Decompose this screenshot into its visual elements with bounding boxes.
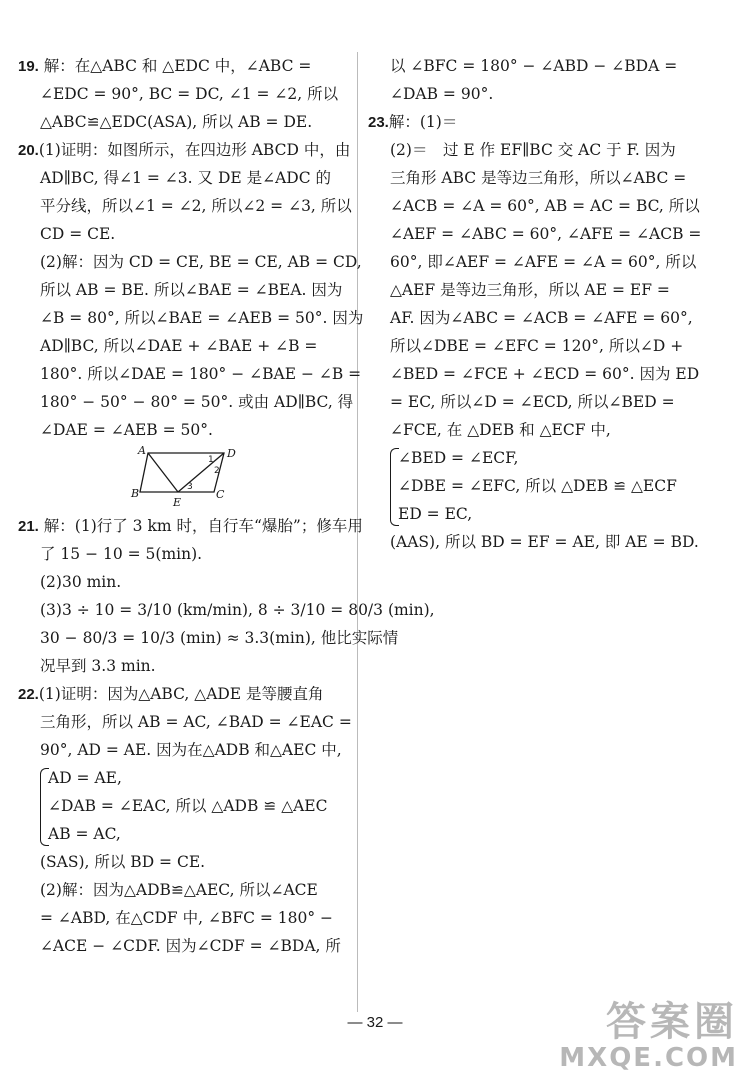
congruence-conditions	[18, 764, 348, 848]
question-number: 22.	[18, 686, 39, 703]
text-line: AF. 因为∠ABC = ∠ACB = ∠AFE = 60°,	[390, 309, 693, 327]
label-e: E	[173, 496, 182, 509]
question-number: 21.	[18, 518, 39, 535]
text-line: 了 15 − 10 = 5(min).	[40, 545, 203, 563]
text-line: ∠B = 80°, 所以∠BAE = ∠AEB = 50°. 因为	[40, 309, 364, 327]
brace-symbol	[40, 768, 49, 846]
text-line: 60°, 即∠AEF = ∠AFE = ∠A = 60°, 所以	[390, 253, 697, 271]
page-number: — 32 —	[347, 1014, 403, 1031]
angle-label-2: 2	[214, 466, 220, 476]
angle-label-3: 3	[187, 482, 193, 492]
label-b: B	[131, 487, 140, 500]
question-21	[18, 512, 435, 680]
text-line: (2)解：因为 CD = CE, BE = CE, AB = CD,	[40, 253, 362, 271]
text-line: ∠BED = ∠ECF,	[398, 449, 519, 467]
text-line: △ABC≌△EDC(ASA), 所以 AB = DE.	[40, 113, 313, 131]
watermark-text: 答案圈	[606, 999, 738, 1045]
text-line: 况早到 3.3 min.	[40, 657, 156, 675]
watermark-logo	[559, 1000, 738, 1072]
text-line: 180° − 50° − 80° = 50°. 或由 AD∥BC, 得	[40, 393, 354, 411]
text-line: = EC, 所以∠D = ∠ECD, 所以∠BED =	[390, 393, 675, 411]
text-line: (SAS), 所以 BD = CE.	[40, 853, 206, 871]
segment-ae	[148, 453, 178, 492]
label-a: A	[138, 444, 146, 457]
question-20	[18, 136, 364, 509]
text-line: 三角形 ABC 是等边三角形，所以∠ABC =	[390, 169, 687, 187]
question-22-continued	[368, 52, 708, 108]
text-line: AD∥BC, 得∠1 = ∠3. 又 DE 是∠ADC 的	[40, 169, 332, 187]
text-line: △AEF 是等边三角形，所以 AE = EF =	[390, 281, 670, 299]
angle-label-1: 1	[208, 455, 214, 465]
right-column	[368, 52, 708, 556]
left-column	[18, 52, 435, 960]
text-line: (2)30 min.	[40, 573, 122, 591]
watermark-url: MXQE.COM	[559, 1043, 738, 1073]
text-line: (2)＝ 过 E 作 EF∥BC 交 AC 于 F. 因为	[390, 141, 676, 159]
text-line: ∠DBE = ∠EFC, 所以 △DEB ≌ △ECF	[398, 477, 677, 495]
text-line: ∠EDC = 90°, BC = DC, ∠1 = ∠2, 所以	[40, 85, 339, 103]
text-line: AD = AE,	[48, 769, 122, 787]
text-line: 解：在△ABC 和 △EDC 中，∠ABC =	[43, 57, 312, 75]
text-line: ED = EC,	[398, 505, 473, 523]
text-line: (1)证明：因为△ABC, △ADE 是等腰直角	[38, 685, 324, 703]
trapezoid-figure	[18, 444, 348, 509]
text-line: 解：(1)行了 3 km 时，自行车“爆胎”；修车用	[43, 517, 363, 535]
label-d: D	[227, 447, 236, 460]
question-23	[368, 108, 708, 556]
text-line: 以 ∠BFC = 180° − ∠ABD − ∠BDA =	[390, 57, 678, 75]
question-number: 20.	[18, 142, 39, 159]
text-line: 30 − 80/3 = 10/3 (min) ≈ 3.3(min), 他比实际情	[40, 629, 399, 647]
text-line: (2)解：因为△ADB≌△AEC, 所以∠ACE	[40, 881, 318, 899]
text-line: AD∥BC, 所以∠DAE + ∠BAE + ∠B =	[40, 337, 318, 355]
brace-symbol	[390, 448, 399, 526]
question-19	[18, 52, 348, 136]
text-line: ∠ACB = ∠A = 60°, AB = AC = BC, 所以	[390, 197, 700, 215]
text-line: 所以∠DBE = ∠EFC = 120°, 所以∠D +	[390, 337, 684, 355]
congruence-conditions	[368, 444, 708, 528]
text-line: ∠DAE = ∠AEB = 50°.	[40, 421, 213, 439]
text-line: AB = AC,	[48, 825, 121, 843]
question-22	[18, 680, 352, 960]
question-number: 19.	[18, 58, 39, 75]
question-number: 23.	[368, 114, 389, 131]
geometry-diagram	[18, 444, 348, 509]
text-line: ∠AEF = ∠ABC = 60°, ∠AFE = ∠ACB =	[390, 225, 702, 243]
text-line: (3)3 ÷ 10 = 3/10 (km/min), 8 ÷ 3/10 = 80/3 (min),	[40, 601, 435, 619]
text-line: 三角形，所以 AB = AC, ∠BAD = ∠EAC =	[40, 713, 352, 731]
text-line: ∠DAB = ∠EAC, 所以 △ADB ≌ △AEC	[48, 797, 328, 815]
text-line: ∠FCE, 在 △DEB 和 △ECF 中,	[390, 421, 611, 439]
label-c: C	[216, 488, 225, 501]
text-line: 所以 AB = BE. 所以∠BAE = ∠BEA. 因为	[40, 281, 343, 299]
text-line: (AAS), 所以 BD = EF = AE, 即 AE = BD.	[390, 533, 699, 551]
text-line: ∠ACE − ∠CDF. 因为∠CDF = ∠BDA, 所	[40, 937, 341, 955]
text-line: 平分线，所以∠1 = ∠2, 所以∠2 = ∠3, 所以	[40, 197, 352, 215]
text-line: = ∠ABD, 在△CDF 中, ∠BFC = 180° −	[40, 909, 334, 927]
text-line: CD = CE.	[40, 225, 116, 243]
text-line: 180°. 所以∠DAE = 180° − ∠BAE − ∠B =	[40, 365, 362, 383]
text-line: 90°, AD = AE. 因为在△ADB 和△AEC 中,	[40, 741, 342, 759]
text-line: (1)证明：如图所示，在四边形 ABCD 中，由	[38, 141, 351, 159]
text-line: ∠BED = ∠FCE + ∠ECD = 60°. 因为 ED	[390, 365, 700, 383]
text-line: ∠DAB = 90°.	[390, 85, 494, 103]
text-line: 解：(1)＝	[388, 113, 458, 131]
